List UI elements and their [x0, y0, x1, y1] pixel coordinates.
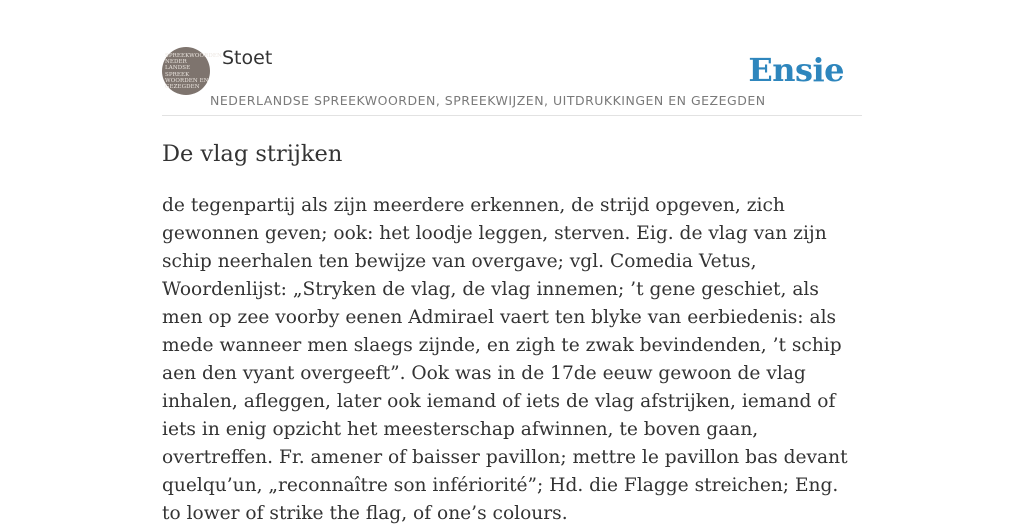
entry-definition: de tegenpartij als zijn meerdere erkennen, de strijd opgeven, zich gewonnen geven; ook: het loodje leggen, sterven. Eig. de vlag van zijn schip neerhalen ten bewijze van overgave; vgl. Comedia Vetus, Woordenlijst: „Stryken de vlag, de vlag innemen; ’t gene geschiet, als men op zee voorby eenen Admirael vaert ten blyke van eerbiedenis: als mede wanneer men slaegs zijnde, en zigh te zwak bevindenden, ’t schip aen den vyant overgeeft”. Ook was in de 17de eeuw gewoon de vlag inhalen, afleggen, later ook iemand of iets de vlag afstrijken, iemand of iets in enig opzicht het meesterschap afwinnen, te boven gaan, overtreffen. Fr. amener of baisser pavillon; mettre le pavillon bas devant quelqu’un, „reconnaître son infériorité”; Hd. die Flagge streichen; Eng. to lower of strike the flag, of one’s colours. — [162, 195, 848, 524]
avatar-book-cover-text: SPREEKWOORDEN NEDER LANDSE SPREEK WOORDEN EN GEZEGDEN — [165, 53, 222, 91]
source-subtitle: NEDERLANDSE SPREEKWOORDEN, SPREEKWIJZEN, UITDRUKKINGEN EN GEZEGDEN — [210, 93, 766, 108]
source-avatar[interactable] — [162, 47, 222, 95]
entry-title: De vlag strijken — [162, 141, 343, 167]
source-name[interactable]: Stoet — [222, 47, 273, 69]
ensie-logo[interactable]: Ensie — [748, 51, 844, 89]
source-header — [162, 46, 862, 116]
